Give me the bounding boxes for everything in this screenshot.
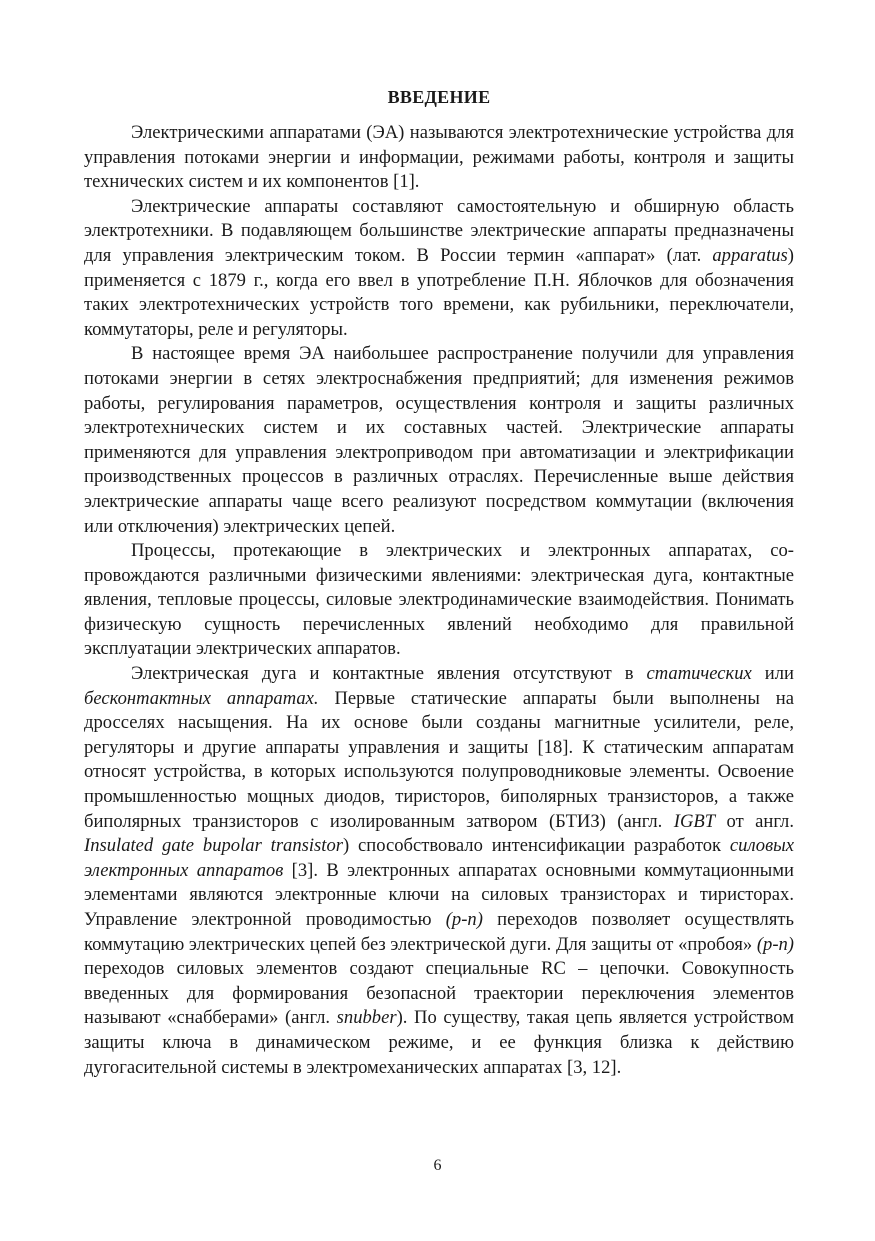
text-run: Электрическими аппаратами (ЭА) называются электротехнические устройства для управления потоками энергии и информации, режимами работы, контроля и защиты технических систем и их компонентов [1].	[84, 122, 794, 193]
text-run: ) способствовало интенсификации разработок	[343, 835, 730, 857]
text-run: переходов позволяет осуществлять коммутацию электрических цепей без электрической дуги. Для защиты от «пробоя»	[84, 909, 794, 955]
page-number: 6	[433, 1157, 442, 1174]
paragraph-2	[84, 195, 794, 343]
italic-text-run: (p-n)	[445, 909, 483, 930]
paragraph-4	[84, 539, 794, 662]
italic-text-run: apparatus	[712, 244, 788, 266]
italic-text-run: snubber	[336, 1007, 397, 1029]
text-run: Первые статические аппараты были выполнены на дросселях насыщения. На их основе были созданы магнитные усилители, реле, регуляторы и другие аппараты управления и защиты [18]. К статическим аппаратам относят устройства, в которых используются полупроводниковые элементы. Освоение промышленностью мощных диодов, тиристоров, биполярных транзисторов, а также биполярных транзисторов с изолированным затвором (БТИЗ) (англ.	[84, 687, 794, 832]
text-run: ). По существу, такая цепь является устройством защиты ключа в динамическом режиме, и ее функция близка к действию дугогасительной системы в электромеханических аппаратах [3, 12].	[84, 1007, 794, 1078]
text-run: от англ.	[715, 810, 794, 832]
italic-text-run: статических	[646, 663, 752, 685]
text-run: Электрическая дуга и контактные явления отсутствуют в	[131, 663, 647, 685]
paragraph-5	[84, 662, 794, 1080]
text-run: Процессы, протекающие в электрических и электронных аппаратах, сопровождаются различными физическими явлениями: электрическая дуга, контактные явления, тепловые процессы, силовые электродинамические взаимодействия. Понимать физическую сущность перечисленных явлений необходимо для правильной эксплуатации электрических аппаратов.	[84, 540, 794, 660]
text-run: ) применяется с 1879 г., когда его ввел в употребление П.Н. Яблочков для обозначения таких электротехнических устройств того времени, как рубильники, переключатели, коммутаторы, реле и регуляторы.	[84, 244, 794, 340]
text-run: переходов силовых элементов создают специальные RC – цепочки. Совокупность введенных для формирования безопасной траектории переключения элементов называют «снабберами» (англ.	[84, 958, 794, 1029]
page-title: ВВЕДЕНИЕ	[387, 87, 491, 107]
document-body	[84, 121, 794, 1080]
italic-text-run: IGBT	[673, 810, 716, 832]
paragraph-1	[84, 121, 794, 195]
text-run: В настоящее время ЭА наибольшее распространение получили для управления потоками энергии в сетях электроснабжения предприятий; для изменения режимов работы, регулирования параметров, осуществления контроля и защиты различных электротехнических систем и их составных частей. Электрические аппараты применяются для управления электроприводом при автоматизации и электрификации производственных процессов в различных отраслях. Перечисленные выше действия электрические аппараты чаще всего реализуют посредством коммутации (включения или отключения) электрических цепей.	[84, 343, 794, 537]
italic-text-run: силовых электронных аппаратов	[84, 835, 794, 881]
italic-text-run: бесконтактных аппаратах.	[84, 687, 319, 709]
document-page	[84, 85, 794, 1080]
italic-text-run: Insulated gate bupolar transistor	[84, 835, 343, 857]
text-run: или	[751, 663, 794, 685]
italic-text-run: (p-n)	[756, 933, 794, 955]
text-run: Электрические аппараты составляют самостоятельную и обширную область электротехники. В подавляющем большинстве электрические аппараты предназначены для управления электрическим током. В России термин «аппарат» (лат.	[84, 195, 794, 266]
text-run: [3]. В электронных аппаратах основными коммутационными элементами являются электронные ключи на силовых транзисторах и тиристорах. Управление электронной проводимостью	[84, 859, 794, 930]
paragraph-3	[84, 342, 794, 539]
